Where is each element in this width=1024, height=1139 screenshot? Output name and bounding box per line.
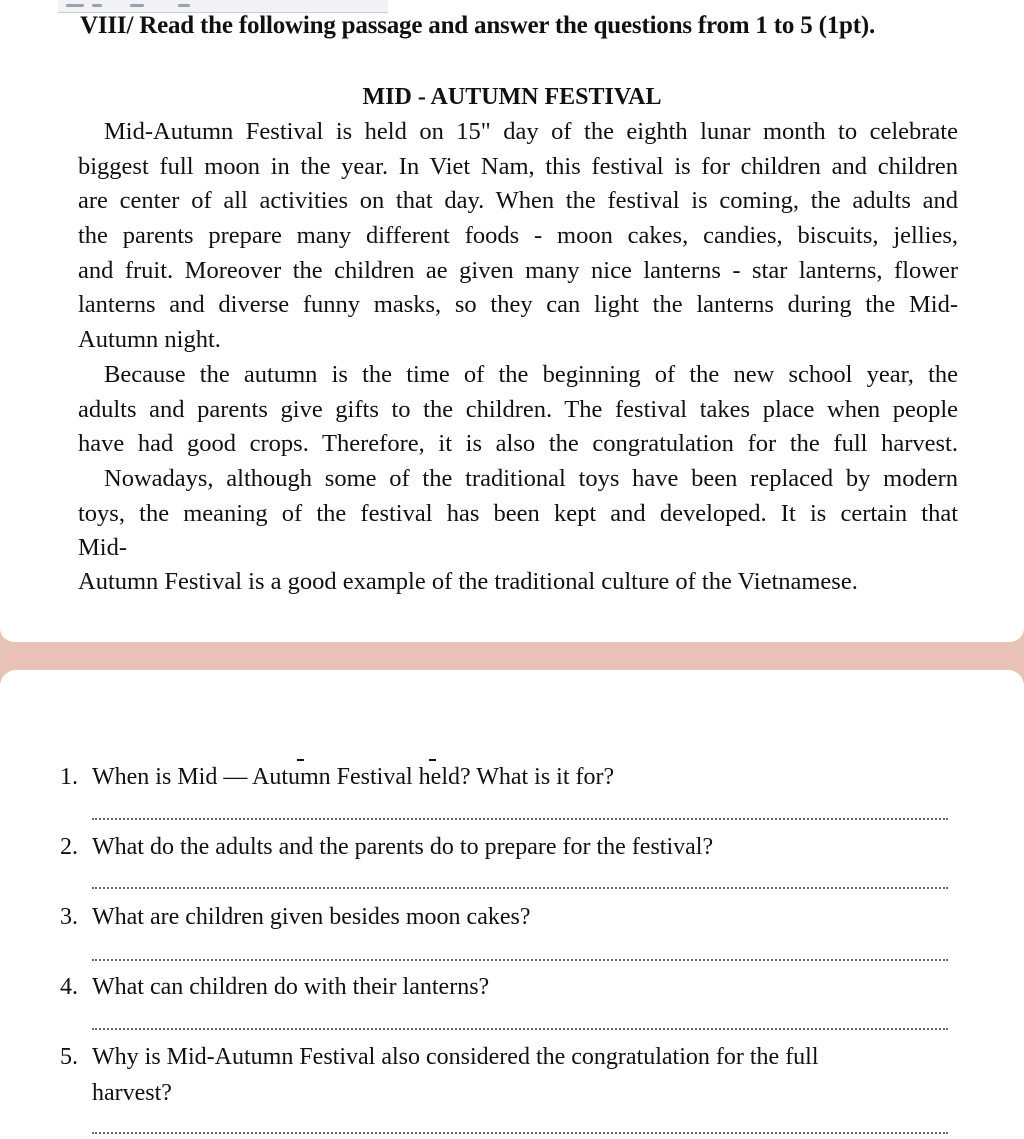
answer-line-3[interactable] xyxy=(92,959,948,961)
question-text: When is Mid — Autumn Festival held? What is it for? xyxy=(92,764,615,790)
question-number: 3. xyxy=(60,904,78,930)
questions-card xyxy=(0,670,1024,1139)
passage-line: lanterns and diverse funny masks, so they can light the lanterns during the Mid- xyxy=(78,291,958,318)
passage-line: are center of all activities on that day. When the festival is coming, the adults and xyxy=(78,187,958,214)
passage-line: the parents prepare many different foods - moon cakes, candies, biscuits, jellies, xyxy=(78,222,958,249)
passage-line: Mid- xyxy=(78,534,127,561)
answer-line-5[interactable] xyxy=(92,1132,948,1134)
passage-line: toys, the meaning of the festival has been kept and developed. It is certain that xyxy=(78,500,958,527)
question-number: 1. xyxy=(60,764,78,790)
question-1 xyxy=(60,760,614,794)
question-text: What can children do with their lanterns? xyxy=(92,974,490,1000)
question-text: Why is Mid-Autumn Festival also considered the congratulation for the full xyxy=(92,1044,819,1070)
question-5-continuation: harvest? xyxy=(92,1080,172,1106)
passage-line: Autumn night. xyxy=(78,326,221,353)
passage-line: Because the autumn is the time of the beginning of the new school year, the xyxy=(104,361,958,388)
question-text: What do the adults and the parents do to prepare for the festival? xyxy=(92,834,714,860)
exercise-instruction: VIII/ Read the following passage and answer the questions from 1 to 5 (1pt). xyxy=(80,12,876,39)
question-5 xyxy=(60,1040,819,1074)
question-3 xyxy=(60,900,531,934)
passage-line: Nowadays, although some of the traditional toys have been replaced by modern xyxy=(104,465,958,492)
question-2 xyxy=(60,830,713,864)
question-number: 2. xyxy=(60,834,78,860)
answer-line-4[interactable] xyxy=(92,1028,948,1030)
passage-line: have had good crops. Therefore, it is also the congratulation for the full harvest. xyxy=(78,430,958,457)
question-text: What are children given besides moon cakes? xyxy=(92,904,531,930)
answer-line-2[interactable] xyxy=(92,887,948,889)
passage-line: Mid-Autumn Festival is held on 15" day of the eighth lunar month to celebrate xyxy=(104,118,958,145)
question-number: 4. xyxy=(60,974,78,1000)
question-4 xyxy=(60,970,489,1004)
passage-line: biggest full moon in the year. In Viet Nam, this festival is for children and children xyxy=(78,153,958,180)
passage-title: MID - AUTUMN FESTIVAL xyxy=(362,84,662,110)
passage-line: Autumn Festival is a good example of the traditional culture of the Vietnamese. xyxy=(78,568,858,595)
answer-line-1[interactable] xyxy=(92,818,948,820)
question-number: 5. xyxy=(60,1044,78,1070)
passage-line: adults and parents give gifts to the children. The festival takes place when people xyxy=(78,396,958,423)
passage-line: and fruit. Moreover the children ae given many nice lanterns - star lanterns, flower xyxy=(78,257,958,284)
